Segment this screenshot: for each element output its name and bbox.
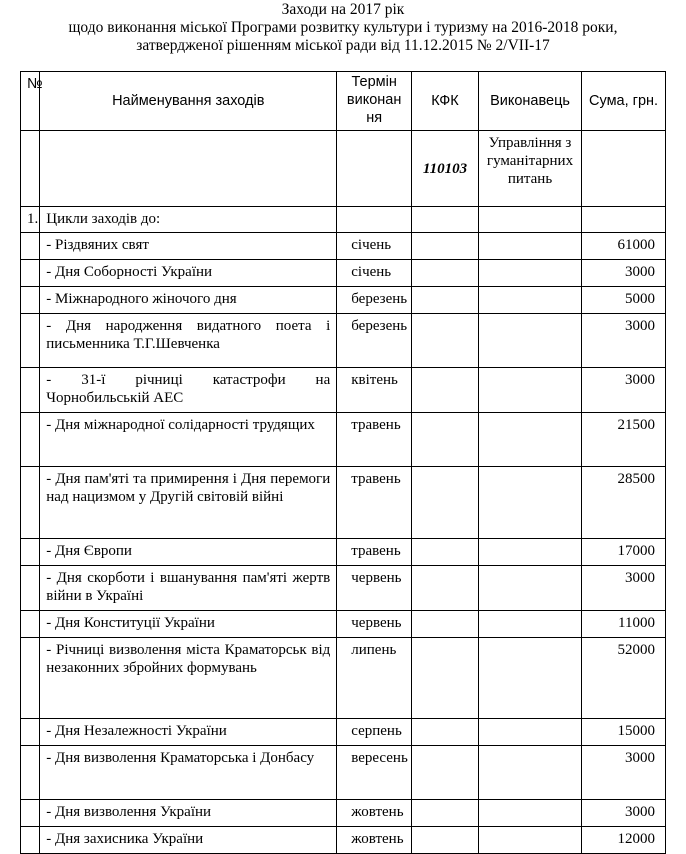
col-header-executor: Виконавець: [478, 72, 581, 131]
event-name: - Дня міжнародної солідарності трудящих: [40, 413, 337, 467]
executor-cell: [478, 368, 581, 413]
event-term: червень: [337, 611, 412, 638]
event-sum: 3000: [582, 746, 666, 800]
event-sum: 11000: [582, 611, 666, 638]
table-row: [21, 233, 666, 260]
event-term: травень: [337, 467, 412, 539]
row-num-cell: [21, 611, 40, 638]
table-row: [21, 413, 666, 467]
kfk-cell: [412, 800, 479, 827]
document-header: [0, 0, 686, 55]
event-sum: 21500: [582, 413, 666, 467]
kfk-cell: [412, 467, 479, 539]
event-sum: 61000: [582, 233, 666, 260]
event-term: травень: [337, 413, 412, 467]
table-row: [21, 539, 666, 566]
section-number: 1.: [21, 207, 40, 233]
section-title: Цикли заходів до:: [40, 207, 337, 233]
kfk-cell: [412, 413, 479, 467]
executor-cell: [478, 539, 581, 566]
row-num-cell: [21, 314, 40, 368]
table-row: [21, 827, 666, 854]
event-sum: 28500: [582, 467, 666, 539]
event-term: січень: [337, 260, 412, 287]
row-num-cell: [21, 539, 40, 566]
event-term: травень: [337, 539, 412, 566]
event-term: жовтень: [337, 827, 412, 854]
executor-cell: [478, 719, 581, 746]
kfk-cell: [412, 287, 479, 314]
row-num-cell: [21, 827, 40, 854]
executor-cell: [478, 314, 581, 368]
executor-cell: [478, 287, 581, 314]
kfk-cell: [412, 638, 479, 719]
executor-cell: [478, 566, 581, 611]
event-term: квітень: [337, 368, 412, 413]
event-name: - Річниці визволення міста Краматорськ від незаконних збройних формувань: [40, 638, 337, 719]
event-sum: 5000: [582, 287, 666, 314]
col-header-kfk: КФК: [412, 72, 479, 131]
header-decision: затвердженої рішенням міської ради від 11.12.2015 № 2/VII-17: [136, 37, 550, 54]
event-name: - Дня Соборності України: [40, 260, 337, 287]
event-term: липень: [337, 638, 412, 719]
event-name: - Дня визволення України: [40, 800, 337, 827]
kfk-row: [21, 131, 666, 207]
event-term: червень: [337, 566, 412, 611]
event-sum: 15000: [582, 719, 666, 746]
table-row: [21, 314, 666, 368]
row-num-cell: [21, 638, 40, 719]
kfk-cell: [412, 539, 479, 566]
kfk-cell: [412, 566, 479, 611]
kfk-cell: [412, 368, 479, 413]
event-term: серпень: [337, 719, 412, 746]
event-sum: 12000: [582, 827, 666, 854]
col-header-term: Термін виконан ня: [337, 72, 412, 131]
row-num-cell: [21, 260, 40, 287]
event-sum: 3000: [582, 368, 666, 413]
events-table: [20, 71, 666, 854]
event-name: - Дня пам'яті та примирення і Дня перемоги над нацизмом у Другій світовій війні: [40, 467, 337, 539]
row-num-cell: [21, 413, 40, 467]
event-name: - Дня скорботи і вшанування пам'яті жертв війни в Україні: [40, 566, 337, 611]
event-name: - 31-ї річниці катастрофи на Чорнобильській АЕС: [40, 368, 337, 413]
event-sum: 52000: [582, 638, 666, 719]
table-header-row: [21, 72, 666, 131]
table-row: [21, 467, 666, 539]
table-row: [21, 611, 666, 638]
executor-cell: [478, 638, 581, 719]
row-num-cell: [21, 233, 40, 260]
row-num-cell: [21, 719, 40, 746]
row-num-cell: [21, 467, 40, 539]
executor-cell: [478, 827, 581, 854]
executor-cell: [478, 233, 581, 260]
event-term: жовтень: [337, 800, 412, 827]
kfk-cell: [412, 827, 479, 854]
section-row: [21, 207, 666, 233]
table-row: [21, 800, 666, 827]
executor-name: Управління з гуманітарних питань: [478, 131, 581, 207]
row-num-cell: [21, 800, 40, 827]
row-num-cell: [21, 746, 40, 800]
kfk-cell: [412, 233, 479, 260]
event-term: березень: [337, 287, 412, 314]
event-term: вересень: [337, 746, 412, 800]
kfk-code: 110103: [412, 131, 479, 207]
executor-cell: [478, 611, 581, 638]
executor-cell: [478, 413, 581, 467]
kfk-cell: [412, 719, 479, 746]
executor-cell: [478, 800, 581, 827]
table-row: [21, 566, 666, 611]
header-title: Заходи на 2017 рік: [281, 1, 405, 18]
executor-cell: [478, 260, 581, 287]
kfk-cell: [412, 314, 479, 368]
col-header-name: Найменування заходів: [40, 72, 337, 131]
event-name: - Дня захисника України: [40, 827, 337, 854]
table-row: [21, 368, 666, 413]
executor-cell: [478, 746, 581, 800]
table-row: [21, 746, 666, 800]
row-num-cell: [21, 566, 40, 611]
event-name: - Дня Європи: [40, 539, 337, 566]
kfk-cell: [412, 611, 479, 638]
event-sum: 3000: [582, 566, 666, 611]
table-row: [21, 638, 666, 719]
event-name: - Різдвяних свят: [40, 233, 337, 260]
row-num-cell: [21, 368, 40, 413]
event-name: - Дня Незалежності України: [40, 719, 337, 746]
event-name: - Дня Конституції України: [40, 611, 337, 638]
event-sum: 3000: [582, 314, 666, 368]
event-name: - Дня визволення Краматорська і Донбасу: [40, 746, 337, 800]
event-name: - Дня народження видатного поета і письменника Т.Г.Шевченка: [40, 314, 337, 368]
table-row: [21, 287, 666, 314]
table-row: [21, 719, 666, 746]
executor-cell: [478, 467, 581, 539]
event-sum: 3000: [582, 800, 666, 827]
event-sum: 17000: [582, 539, 666, 566]
kfk-cell: [412, 260, 479, 287]
event-name: - Міжнародного жіночого дня: [40, 287, 337, 314]
event-term: січень: [337, 233, 412, 260]
event-term: березень: [337, 314, 412, 368]
col-header-num: №: [21, 72, 40, 131]
row-num-cell: [21, 287, 40, 314]
event-sum: 3000: [582, 260, 666, 287]
header-subtitle: щодо виконання міської Програми розвитку культури і туризму на 2016-2018 роки,: [68, 19, 618, 36]
col-header-sum: Сума, грн.: [582, 72, 666, 131]
kfk-cell: [412, 746, 479, 800]
table-row: [21, 260, 666, 287]
